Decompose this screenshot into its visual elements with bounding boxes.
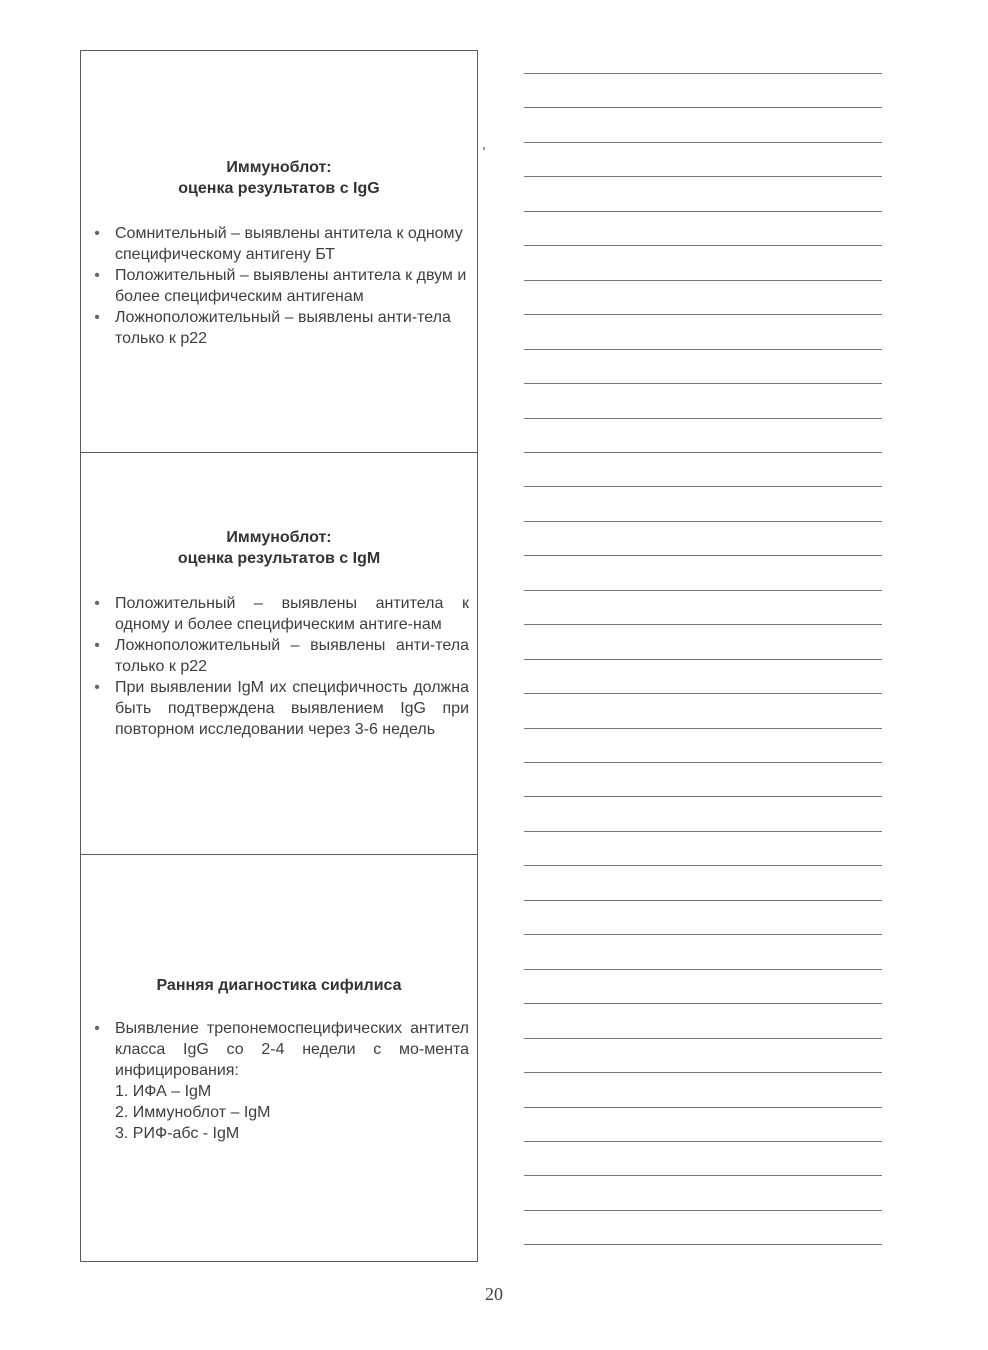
bullet-icon: • <box>94 225 100 242</box>
list-item-text: Сомнительный – выявлены антитела к одному специфическому антигену БТ <box>115 225 463 263</box>
bullet-list <box>91 223 469 349</box>
list-item <box>91 677 469 740</box>
list-item <box>91 1018 469 1144</box>
bullet-icon: • <box>94 1020 100 1037</box>
page-number: 20 <box>485 1284 503 1304</box>
list-item <box>91 307 469 349</box>
ruled-line <box>524 1072 882 1073</box>
ruled-line <box>524 934 882 935</box>
scan-speck <box>483 147 485 150</box>
ruled-line <box>524 693 882 694</box>
numbered-item: 1. ИФА – IgM <box>115 1083 212 1100</box>
ruled-line <box>524 211 882 212</box>
numbered-item: 3. РИФ-абс - IgM <box>115 1125 240 1142</box>
ruled-line <box>524 452 882 453</box>
ruled-line <box>524 349 882 350</box>
ruled-line <box>524 1210 882 1211</box>
ruled-line <box>524 796 882 797</box>
ruled-line <box>524 728 882 729</box>
ruled-line <box>524 521 882 522</box>
ruled-line <box>524 1107 882 1108</box>
ruled-line <box>524 280 882 281</box>
slide-igm-results <box>81 453 477 855</box>
list-item-text: Ложноположительный – выявлены анти-тела только к р22 <box>115 309 451 347</box>
slide-title-line: оценка результатов с IgM <box>177 550 381 567</box>
slide-title-line: Ранняя диагностика сифилиса <box>156 977 402 994</box>
bullet-icon: • <box>94 595 100 612</box>
slide-title <box>81 527 477 569</box>
bullet-icon: • <box>94 637 100 654</box>
list-item <box>91 635 469 677</box>
list-item <box>91 593 469 635</box>
slide-title-line: Иммуноблот: <box>226 529 332 546</box>
list-item-text: При выявлении IgM их специфичность должна быть подтверждена выявлением IgG при повторном исследовании через 3-6 недель <box>115 679 469 738</box>
list-item-text: Положительный – выявлены антитела к одному и более специфическим антиге-нам <box>115 595 469 633</box>
list-item-text: Положительный – выявлены антитела к двум и более специфическим антигенам <box>115 267 467 305</box>
ruled-line <box>524 142 882 143</box>
numbered-item: 2. Иммуноблот – IgM <box>115 1104 271 1121</box>
notes-ruled-lines <box>524 0 882 1350</box>
bullet-icon: • <box>94 309 100 326</box>
ruled-line <box>524 73 882 74</box>
slide-title <box>81 975 477 996</box>
ruled-line <box>524 555 882 556</box>
ruled-line <box>524 900 882 901</box>
ruled-line <box>524 762 882 763</box>
ruled-line <box>524 659 882 660</box>
ruled-line <box>524 1038 882 1039</box>
numbered-list <box>115 1081 469 1144</box>
ruled-line <box>524 624 882 625</box>
ruled-line <box>524 486 882 487</box>
list-item-text: Ложноположительный – выявлены анти-тела только к р22 <box>115 637 469 675</box>
slides-column <box>80 50 478 1262</box>
ruled-line <box>524 865 882 866</box>
bullet-icon: • <box>94 267 100 284</box>
list-item <box>91 223 469 265</box>
ruled-line <box>524 1003 882 1004</box>
ruled-line <box>524 1175 882 1176</box>
list-item <box>91 265 469 307</box>
slide-title <box>81 157 477 199</box>
slide-igg-results <box>81 51 477 453</box>
bullet-list <box>91 1018 469 1144</box>
ruled-line <box>524 383 882 384</box>
ruled-line <box>524 969 882 970</box>
list-item-text: Выявление трепонемоспецифических антител класса IgG со 2-4 недели с мо-мента инфицирования: <box>115 1020 469 1079</box>
slide-title-line: Иммуноблот: <box>226 159 332 176</box>
bullet-icon: • <box>94 679 100 696</box>
ruled-line <box>524 176 882 177</box>
ruled-line <box>524 107 882 108</box>
ruled-line <box>524 314 882 315</box>
ruled-line <box>524 831 882 832</box>
ruled-line <box>524 1141 882 1142</box>
slide-early-syphilis-diagnostics <box>81 855 477 1261</box>
bullet-list <box>91 593 469 740</box>
ruled-line <box>524 418 882 419</box>
ruled-line <box>524 245 882 246</box>
ruled-line <box>524 1244 882 1245</box>
slide-title-line: оценка результатов с IgG <box>178 180 380 197</box>
ruled-line <box>524 590 882 591</box>
